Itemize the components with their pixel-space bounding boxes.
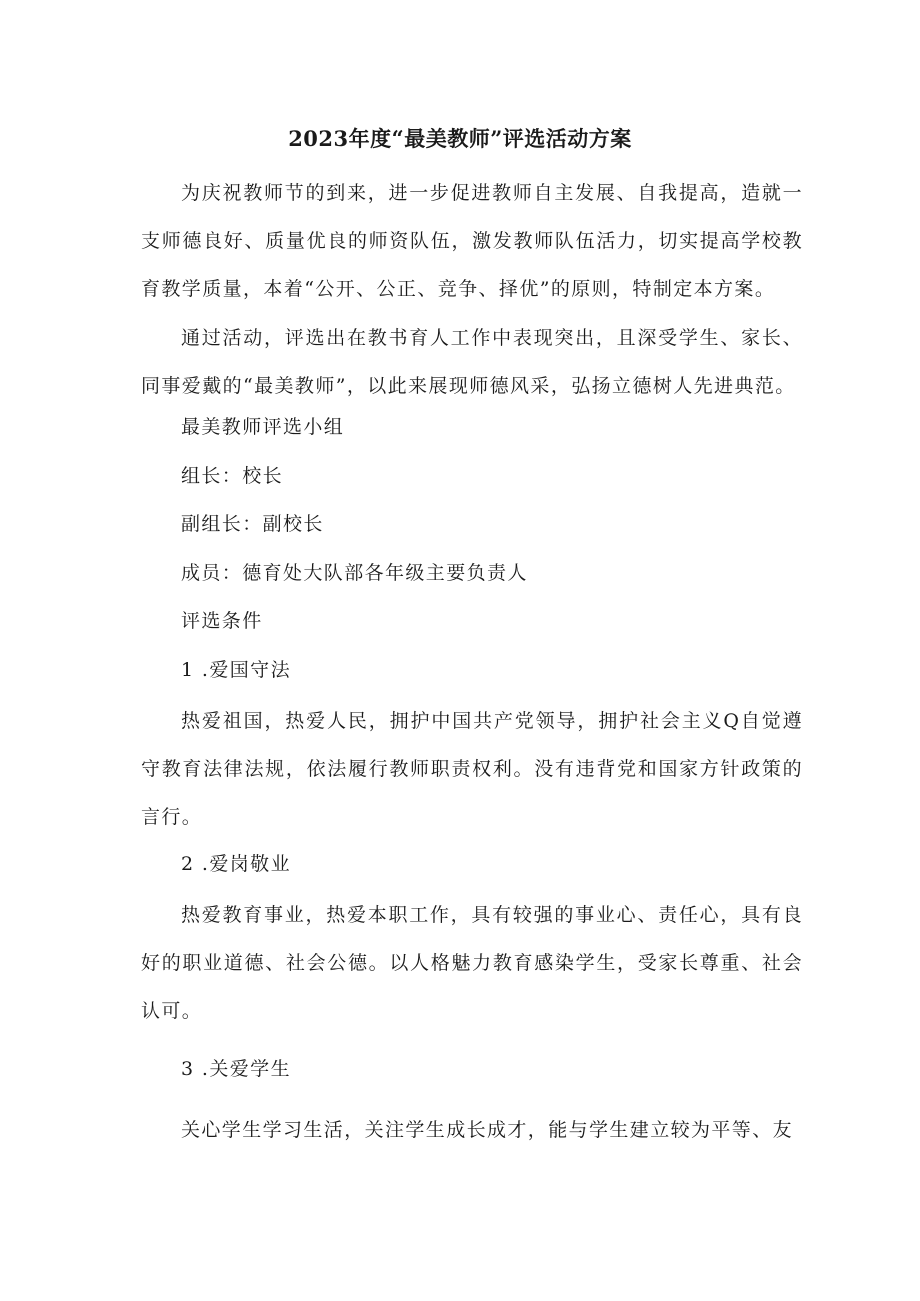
group-members: 成员：德育处大队部各年级主要负责人	[181, 562, 528, 584]
group-heading: 最美教师评选小组	[181, 416, 345, 438]
purpose-paragraph: 通过活动，评选出在教书育人工作中表现突出，且深受学生、家长、同事爱戴的“最美教师”，以此来展现师德风采，弘扬立德树人先进典范。	[141, 327, 803, 397]
criterion-text: 热爱教育事业，热爱本职工作，具有较强的事业心、责任心，具有良好的职业道德、社会公德。以人格魅力教育感染学生，受家长尊重、社会认可。	[141, 904, 803, 1022]
intro-paragraph: 为庆祝教师节的到来，进一步促进教师自主发展、自我提高，造就一支师德良好、质量优良的师资队伍，激发教师队伍活力，切实提高学校教育教学质量，本着“公开、公正、竞争、择优”的原则，特制定本方案。	[141, 182, 803, 300]
criterion-title: 3 .关爱学生	[181, 1058, 291, 1080]
criterion-text: 关心学生学习生活，关注学生成长成才，能与学生建立较为平等、友	[181, 1119, 794, 1141]
criterion-title: 2 .爱岗敬业	[181, 853, 291, 875]
document-title: 2023年度“最美教师”评选活动方案	[288, 126, 632, 151]
criterion-text: 热爱祖国，热爱人民，拥护中国共产党领导，拥护社会主义Q自觉遵守教育法律法规，依法履行教师职责权利。没有违背党和国家方针政策的言行。	[141, 710, 803, 828]
group-leader: 组长：校长	[181, 465, 284, 487]
group-deputy: 副组长：副校长	[181, 513, 324, 535]
criterion-title: 1 .爱国守法	[181, 659, 291, 681]
criteria-heading: 评选条件	[181, 610, 263, 632]
